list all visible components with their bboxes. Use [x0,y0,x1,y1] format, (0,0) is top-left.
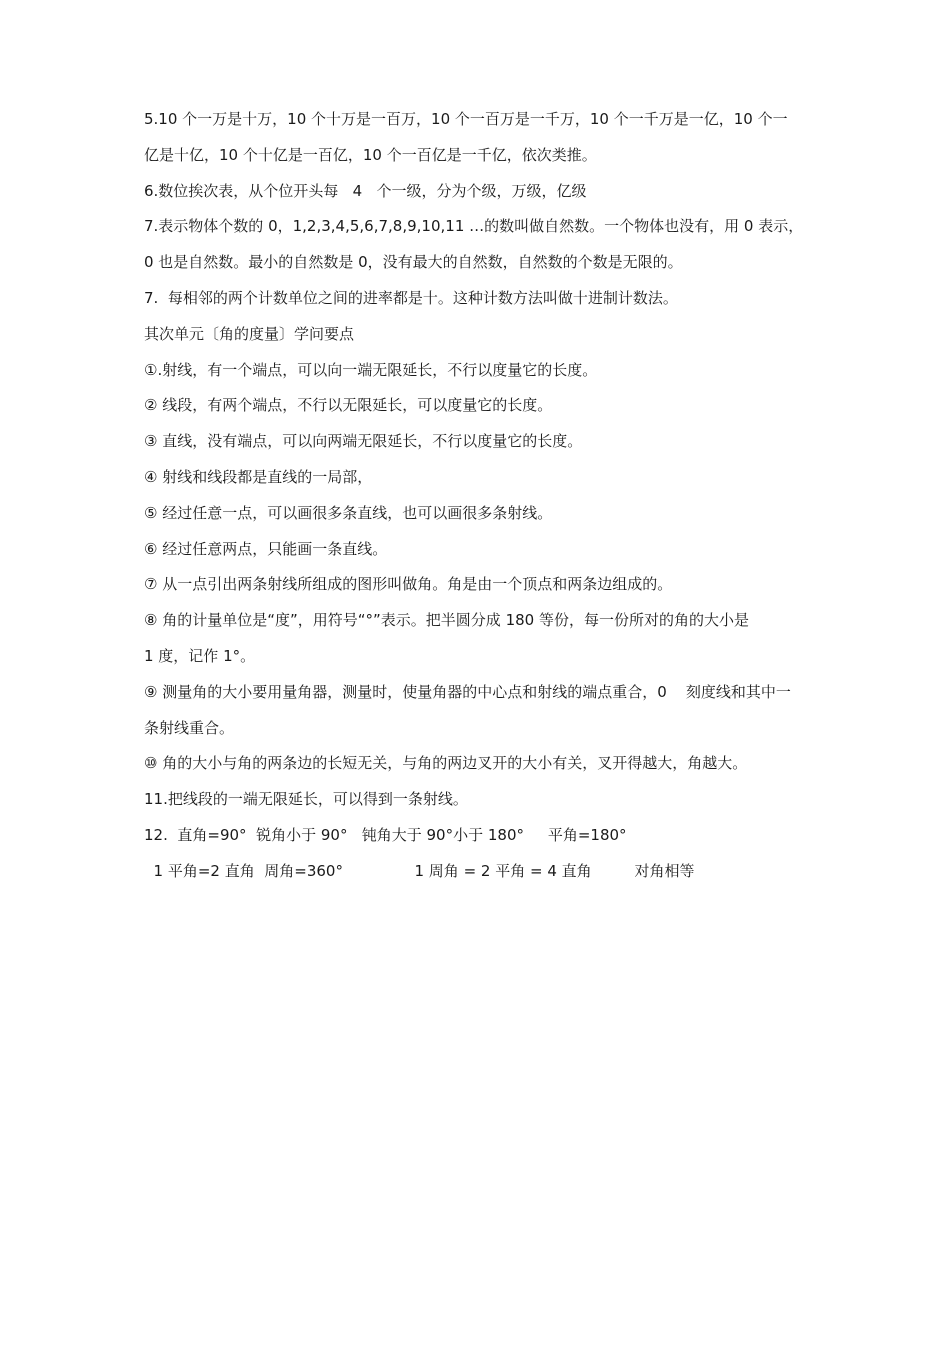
text-line: ⑩ 角的大小与角的两条边的长短无关，与角的两边叉开的大小有关，叉开得越大，角越大。 [144,754,748,773]
text-line: 11.把线段的一端无限延长，可以得到一条射线。 [144,790,468,809]
text-line: ⑧ 角的计量单位是“度”，用符号“°”表示。把半圆分成 180 等份，每一份所对的角的大小是 [144,611,749,630]
text-line: ⑨ 测量角的大小要用量角器，测量时，使量角器的中心点和射线的端点重合，0 刻度线和其中一 [144,682,791,701]
section-heading: 其次单元〔角的度量〕学问要点 [144,324,355,343]
text-line: 亿是十亿，10 个十亿是一百亿，10 个一百亿是一千亿，依次类推。 [144,145,597,164]
text-line: 1 平角=2 直角 周角=360° 1 周角 = 2 平角 = 4 直角 对角相等 [144,861,695,880]
text-line: ② 线段，有两个端点，不行以无限延长，可以度量它的长度。 [144,396,553,415]
text-line: 12. 直角=90° 锐角小于 90° 钝角大于 90°小于 180° 平角=180° [144,825,627,844]
text-line: 7. 每相邻的两个计数单位之间的进率都是十。这种计数方法叫做十进制计数法。 [144,288,678,307]
text-line: 0 也是自然数。最小的自然数是 0，没有最大的自然数，自然数的个数是无限的。 [144,253,683,272]
text-line: 1 度，记作 1°。 [144,646,256,665]
text-line: 条射线重合。 [144,718,235,737]
text-line: ⑦ 从一点引出两条射线所组成的图形叫做角。角是由一个顶点和两条边组成的。 [144,575,673,594]
text-line: ③ 直线，没有端点，可以向两端无限延长，不行以度量它的长度。 [144,432,583,451]
text-line: ①.射线，有一个端点，可以向一端无限延长，不行以度量它的长度。 [144,360,598,379]
text-line: 6.数位挨次表，从个位开头每 4 个一级，分为个级，万级，亿级 [144,181,587,200]
document-body [144,102,824,890]
text-line: ⑤ 经过任意一点，可以画很多条直线，也可以画很多条射线。 [144,503,553,522]
text-line: ④ 射线和线段都是直线的一局部， [144,467,373,486]
text-line: 7.表示物体个数的 0，1,2,3,4,5,6,7,8,9,10,11 …的数叫做自然数。一个物体也没有，用 0 表示， [144,217,804,236]
text-line: ⑥ 经过任意两点，只能画一条直线。 [144,539,388,558]
text-line: 5.10 个一万是十万，10 个十万是一百万，10 个一百万是一千万，10 个一千万是一亿，10 个一 [144,110,788,128]
